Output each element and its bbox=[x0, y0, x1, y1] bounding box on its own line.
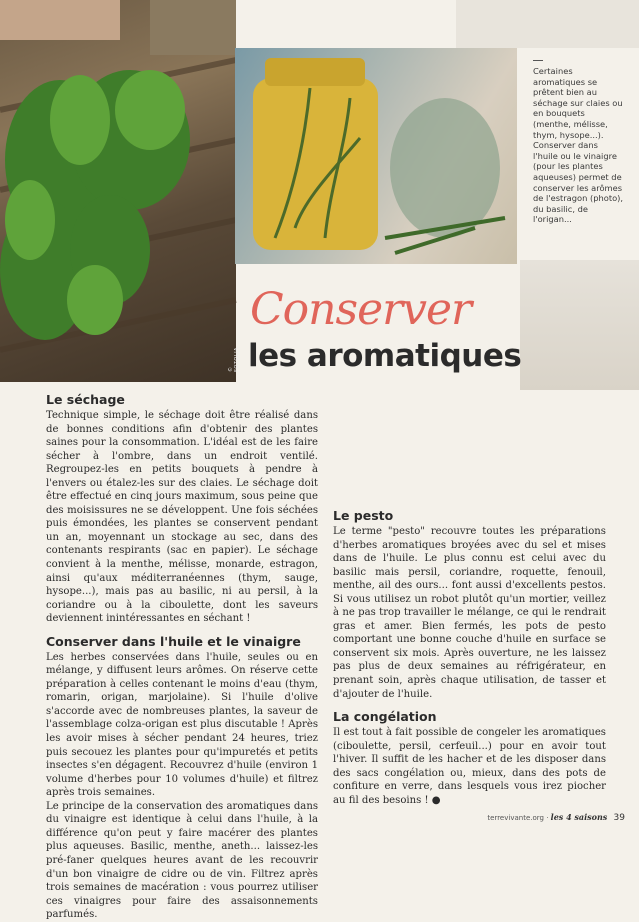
body-pesto: Le terme "pesto" recouvre toutes les préparations d'herbes aromatiques broyées avec du sel et mises dans de l'huile. Le plus connu est celui avec du basilic mais persil, coriandre, roquette, fenouil, menthe, ail des ours... font aussi d'excellents pestos. Si vous utilisez un robot plutôt qu'un mortier, veillez à ne pas trop travailler le mélange, ce qui le rendrait gras et amer. Bien fermés, les pots de pesto comportant une bonne couche d'huile en surface se conservent six mois. Après ouverture, ne les laissez pas plus de deux semaines au réfrigérateur, en prenant soin, après chaque utilisation, de tasser et d'ajouter de l'huile. bbox=[333, 526, 606, 700]
column-left bbox=[46, 392, 318, 922]
footer-site: terrevivante.org bbox=[487, 814, 544, 822]
photo-oil-jar bbox=[235, 48, 517, 264]
caption-rule bbox=[533, 60, 543, 61]
background-page-side bbox=[520, 260, 639, 390]
heading-huile: Conserver dans l'huile et le vinaigre bbox=[46, 633, 301, 649]
photo-drying-herbs bbox=[0, 0, 240, 382]
title-main: les aromatiques bbox=[248, 338, 522, 374]
photo-credit: © FOTOLIA bbox=[228, 347, 240, 372]
body-sechage: Technique simple, le séchage doit être réalisé dans de bonnes conditions afin d'obtenir des plantes saines pour la consommation. L'idéal est de les faire sécher à l'ombre, dans un endroit ventilé. Regroupez-les en petits bouquets à pendre à l'envers ou étalez-les sur des claies. Le séchage doit être effectué en cinq jours maximum, sous peine que des moisissures ne se développent. Une fois séchées puis émondées, les plantes se conservent pendant un an, moyennant un stockage au sec, dans des contenants respirants (sac en papier). Le séchage convient à la menthe, mélisse, monarde, estragon, ainsi qu'aux méditerranéennes (thym, sauge, hysope...), mais pas au basilic, ni au persil, à la coriandre ou à la ciboulette, dont les saveurs deviennent inintéressantes en séchant ! bbox=[46, 410, 318, 625]
page-number: 39 bbox=[613, 813, 625, 823]
photo-caption: Certaines aromatiques se prêtent bien au séchage sur claies ou en bouquets (menthe, mélisse, thym, hysope...). Conserver dans l'huile ou le vinaigre (pour les plantes aqueuses) permet de conserver les arômes de l'estragon (photo), du basilic, de l'origan... bbox=[533, 66, 624, 225]
body-congelation: Il est tout à fait possible de congeler les aromatiques (ciboulette, persil, cerfeuil...) pour en avoir tout l'hiver. Il suffit de les hacher et de les disposer dans des sacs congélation ou, mieux, dans des pots de confiture en verre, dans lesquels vous irez piocher au fil des besoins ! ● bbox=[333, 727, 606, 806]
body-huile-2: Le principe de la conservation des aromatiques dans du vinaigre est identique à celui dans l'huile, à la différence qu'on peut y faire macérer des plantes plus aqueuses. Basilic, menthe, aneth... laissez-les pré-faner quelques heures avant de les recouvrir d'un bon vinaigre de cidre ou de vin. Filtrez après trois semaines de macération : vous pourrez utiliser ces vinaigres pour faire des assaisonnements parfumés. bbox=[46, 800, 318, 921]
heading-sechage: Le séchage bbox=[46, 392, 125, 407]
body-huile-1: Les herbes conservées dans l'huile, seules ou en mélange, y diffusent leurs arômes. On réserve cette préparation à celles contenant le moins d'eau (thym, romarin, origan, marjolaine). Si l'huile d'olive s'accorde avec de nombreuses plantes, la saveur de l'assemblage colza-origan est plus discutable ! Après les avoir mises à sécher pendant 24 heures, triez puis secouez les plantes pour qu'impuretés et petits insectes s'en dégagent. Recouvrez d'huile (environ 1 volume d'herbes pour 10 volumes d'huile) et filtrez après trois semaines. bbox=[46, 651, 318, 799]
heading-congelation: La congélation bbox=[333, 709, 437, 725]
herbs-crate-illustration bbox=[0, 0, 236, 382]
title-script: Conserver bbox=[250, 284, 472, 335]
background-page-top bbox=[456, 0, 639, 48]
heading-pesto: Le pesto bbox=[333, 508, 394, 523]
column-right bbox=[333, 404, 606, 807]
footer-brand: les 4 saisons bbox=[550, 812, 608, 822]
page-footer: terrevivante.org · les 4 saisons 39 bbox=[487, 812, 625, 823]
oil-jar-illustration bbox=[235, 48, 517, 264]
